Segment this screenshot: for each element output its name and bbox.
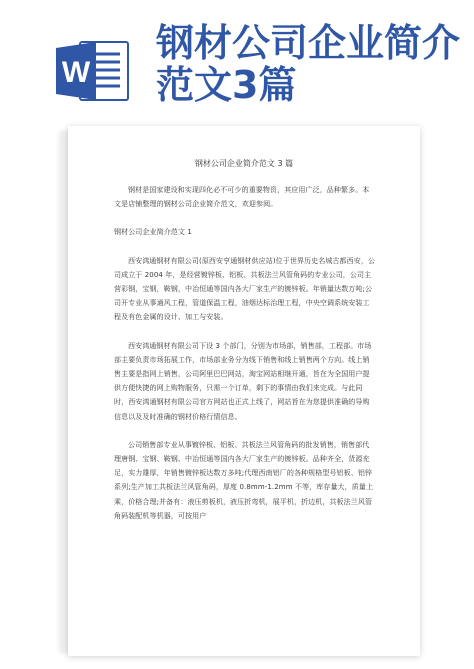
paragraph-3: 公司销售部专业从事镀锌板、铝板、共板法兰风管角码的批发销售，销售部代理唐钢、宝钢、鞍钢、中冶恒通等国内各大厂家生产的镀锌板。品种齐全，货源充足，实力雄厚，年销售镀锌板达数万多吨;代理西南铝厂的各种规格型号铝板、铝锌系列;生产加工共板法兰风管角码，厚度 0.8mm-1.2mm 不等，库存量大，质量上乘，价格合理;并备有：液压剪板机，液压折弯机，展平机，折边机，共板法兰风管角码装配机等机器，可按用户: [114, 440, 374, 520]
banner-title-line-1: 钢材公司企业简介: [156, 21, 461, 65]
intro-paragraph: 钢材是国家建设和实现四化必不可少的重要物资，其应用广泛，品种繁多。本文是店铺整理的钢材公司企业简介范文，欢迎参阅。: [114, 186, 370, 209]
banner: [0, 0, 474, 108]
word-icon: [56, 40, 130, 102]
document-body: [68, 169, 420, 523]
paragraph-1: 西安鸿通钢材有限公司(原西安亨通钢材供应站)位于世界历史名城古都西安，公司成立于 2004 年，是经营镀锌板、铝板、共板法兰风管角码的专业公司，公司主营彩钢，宝钢，鞍钢，中冶恒通等国内各大厂家生产的镀锌板。年销量达数万吨;公司开专业从事通风工程，管道保温工程，油烟达标治理工程，中央空调系统安装工程及有色金属的设计、加工与安装。: [114, 256, 376, 322]
banner-title-line-2: 范文3篇: [156, 63, 297, 107]
svg-text:W: W: [61, 56, 91, 89]
section-heading: 钢材公司企业简介范文 1: [114, 228, 192, 237]
paragraph-2: 西安鸿通钢材有限公司下设 3 个部门，分别为市场部，销售部，工程部。市场部主要负责市场拓展工作，市场部业务分为线下销售和线上销售两个方向。线上销售主要是指网上销售，公司阿里巴巴网站，淘宝网站相继开通，旨在为全国用户提供方便快捷的网上购物服务，只需一个订单，剩下的事情由我们来完成。与此同时，西安鸿通钢材有限公司官方网站也正式上线了，网站旨在为您提供准确的导购信息以及及时准确的钢材价格行情信息。: [114, 341, 372, 421]
document-page: [68, 126, 420, 656]
document-title: 钢材公司企业简介范文 3 篇: [194, 159, 294, 168]
